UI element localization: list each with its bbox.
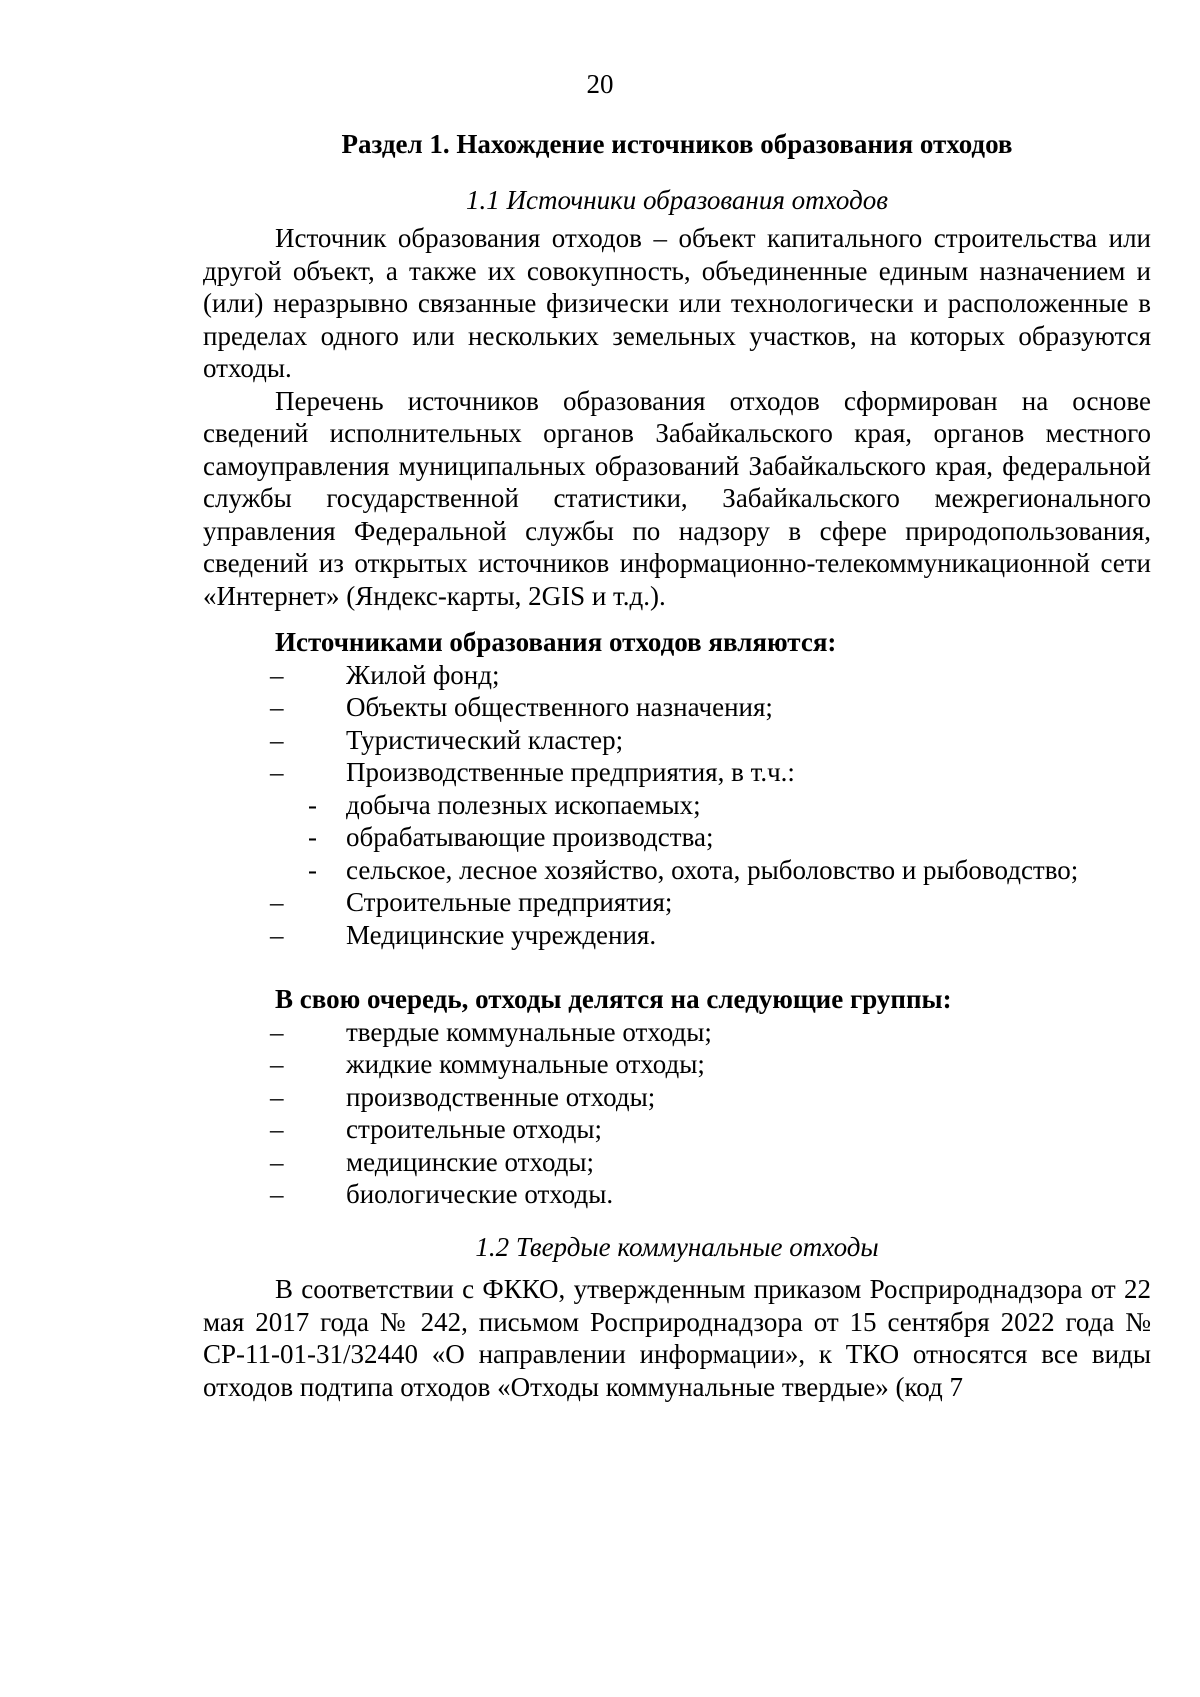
list-bullet: - [308, 822, 317, 852]
list-bullet: - [308, 789, 317, 820]
sources-heading: Источниками образования отходов являются: [275, 627, 837, 657]
list-bullet: – [270, 1114, 284, 1144]
list-item-text: Туристический кластер; [346, 724, 624, 755]
list-item [203, 789, 1151, 822]
list-bullet: – [270, 659, 284, 690]
list-item [203, 1016, 1151, 1049]
list-item-text: Объекты общественного назначения; [346, 692, 773, 722]
list-item [203, 919, 1151, 952]
list-item-text: строительные отходы; [346, 1114, 602, 1144]
list-item [203, 886, 1151, 919]
list-bullet: – [270, 1146, 284, 1177]
sources-list [203, 659, 1151, 952]
list-bullet: – [270, 1179, 284, 1209]
groups-heading: В свою очередь, отходы делятся на следующие группы: [275, 984, 952, 1014]
list-item-text: обрабатывающие производства; [346, 822, 714, 852]
spacer [203, 951, 1151, 983]
paragraph-source-definition: Источник образования отходов – объект капитального строительства или другой объект, а также их совокупность, объединенные единым назначением и (или) неразрывно связанные физически или технологически и расположенные в пределах одного или нескольких земельных участков, на которых образуются отходы. [203, 223, 1151, 383]
list-item [203, 854, 1151, 887]
list-bullet: – [270, 757, 284, 787]
list-item-text: жидкие коммунальные отходы; [346, 1049, 705, 1079]
list-bullet: - [308, 854, 317, 885]
section-title: Раздел 1. Нахождение источников образования отходов [341, 129, 1013, 159]
list-bullet: – [270, 1081, 284, 1112]
list-item-text: Жилой фонд; [346, 659, 500, 690]
groups-list [203, 1016, 1151, 1211]
page-content [203, 128, 1151, 1403]
list-item [203, 821, 1151, 854]
subsection-title-1-1: 1.1 Источники образования отходов [466, 184, 888, 215]
list-item-text: медицинские отходы; [346, 1146, 595, 1177]
list-item [203, 724, 1151, 757]
list-item-text: Медицинские учреждения. [346, 919, 657, 950]
list-item-text: твердые коммунальные отходы; [346, 1016, 712, 1047]
list-item-text: биологические отходы. [346, 1179, 614, 1209]
list-item [203, 756, 1151, 789]
list-item-text: сельское, лесное хозяйство, охота, рыболовство и рыбоводство; [346, 854, 1079, 885]
list-item-text: производственные отходы; [346, 1081, 656, 1112]
list-item [203, 691, 1151, 724]
list-item [203, 1146, 1151, 1179]
list-item-text: Строительные предприятия; [346, 887, 673, 917]
list-item [203, 1048, 1151, 1081]
page-number: 20 [586, 69, 614, 99]
list-bullet: – [270, 1016, 284, 1047]
list-item [203, 1081, 1151, 1114]
list-item [203, 1113, 1151, 1146]
paragraph-tko-definition: В соответствии с ФККО, утвержденным приказом Росприроднадзора от 22 мая 2017 года № 242, письмом Росприроднадзора от 15 сентября 2022 года № СР-11-01-31/32440 «О направлении информации», к ТКО относятся все виды отходов подтипа отходов «Отходы коммунальные твердые» (код 7 [203, 1274, 1151, 1402]
list-item [203, 659, 1151, 692]
paragraph-source-list-basis: Перечень источников образования отходов сформирован на основе сведений исполнительных органов Забайкальского края, органов местного самоуправления муниципальных образований Забайкальского края, федеральной службы государственной статистики, Забайкальского межрегионального управления Федеральной службы по надзору в сфере природопользования, сведений из открытых источников информационно-телекоммуникационной сети «Интернет» (Яндекс-карты, 2GIS и т.д.). [203, 385, 1151, 611]
spacer [203, 1211, 1151, 1231]
list-bullet: – [270, 919, 284, 950]
list-bullet: – [270, 887, 284, 917]
list-bullet: – [270, 1049, 284, 1079]
list-bullet: – [270, 724, 284, 755]
subsection-title-1-2: 1.2 Твердые коммунальные отходы [475, 1231, 879, 1262]
list-item-text: Производственные предприятия, в т.ч.: [346, 757, 795, 787]
list-item [203, 1178, 1151, 1211]
list-item-text: добыча полезных ископаемых; [346, 789, 701, 820]
list-bullet: – [270, 692, 284, 722]
